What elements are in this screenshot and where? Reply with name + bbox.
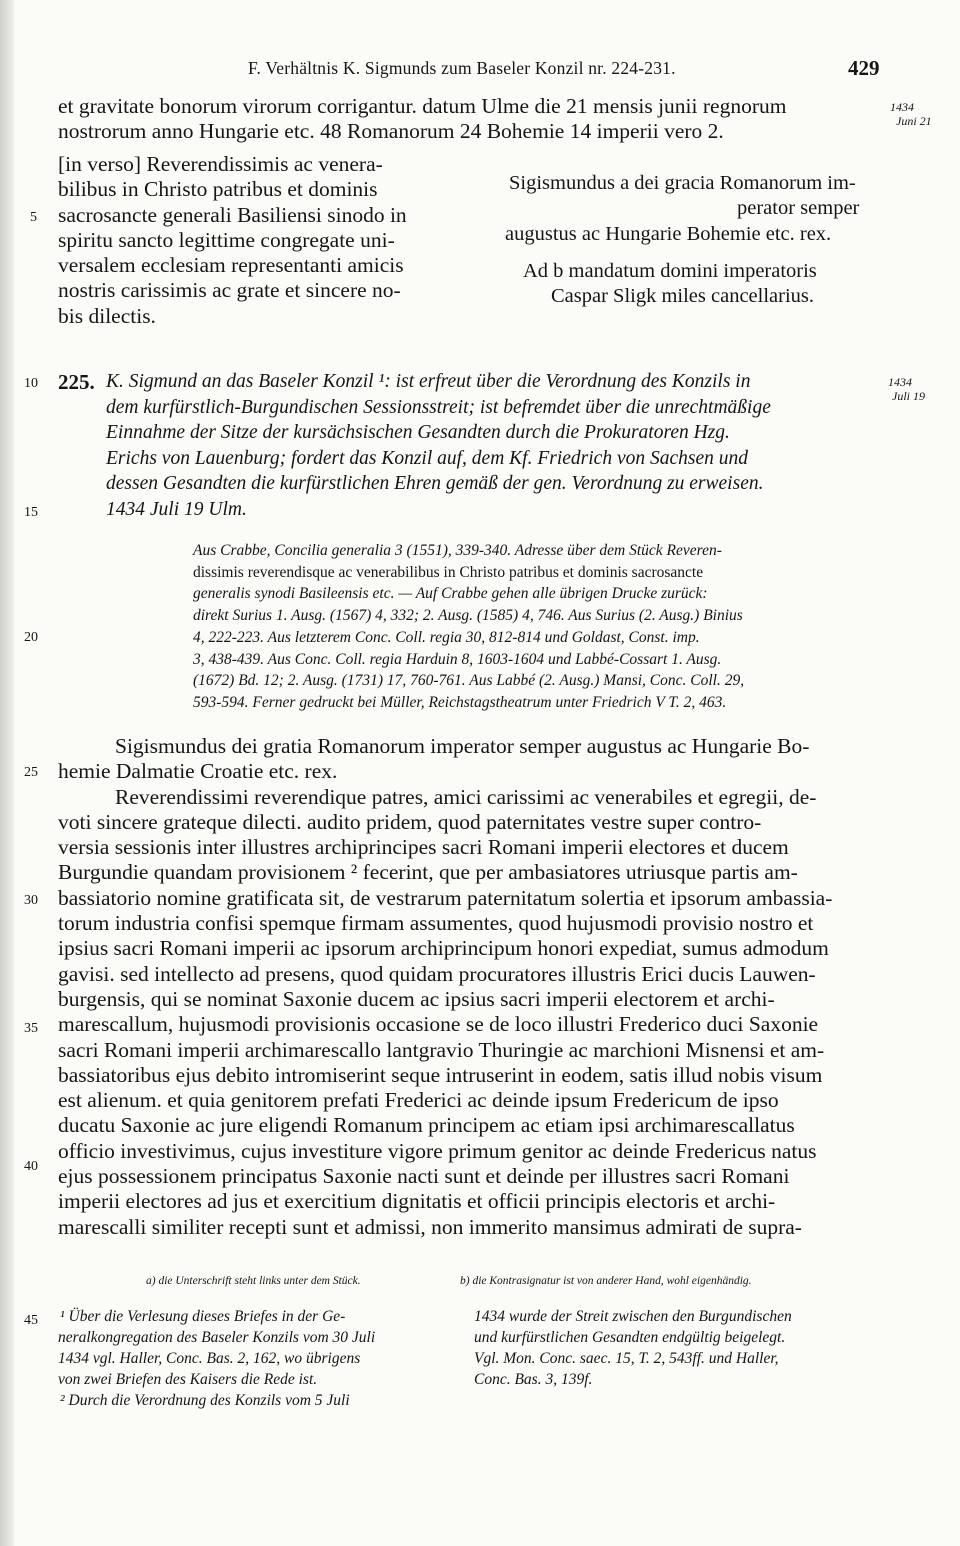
signature-line: Sigismundus a dei gracia Romanorum im- <box>509 172 856 194</box>
source-line: direkt Surius 1. Ausg. (1567) 4, 332; 2. Ausg. (1585) 4, 746. Aus Surius (2. Ausg.) Binius <box>193 607 743 625</box>
footnote-line: von zwei Briefen des Kaisers die Rede ist. <box>58 1371 318 1388</box>
text-line: versia sessionis inter illustres archiprincipes sacri Romani imperii electores et ducem <box>58 835 789 860</box>
line-number: 15 <box>24 505 38 520</box>
countersign-line: Caspar Sligk miles cancellarius. <box>551 285 815 308</box>
source-line: 3, 438-439. Aus Conc. Coll. regia Harduin 8, 1603-1604 und Labbé-Cossart 1. Ausg. <box>193 650 722 668</box>
countersign-line: Ad b mandatum domini imperatoris <box>523 259 817 282</box>
address-line: sacrosancte generali Basiliensi sinodo in <box>58 202 407 227</box>
text-line: hemie Dalmatie Croatie etc. rex. <box>58 759 338 784</box>
text-line: torum industria confisi spemque firmam assumentes, quod hujusmodi provisio nostro et <box>58 911 814 936</box>
text-line: voti sincere grateque dilecti. audito pridem, quod paternitates vestre super contro- <box>58 809 762 834</box>
margin-date-day: Juni 21 <box>896 114 932 128</box>
line-number: 35 <box>24 1021 38 1036</box>
source-line: (1672) Bd. 12; 2. Ausg. (1731) 17, 760-761. Aus Labbé (2. Ausg.) Mansi, Conc. Coll. 29, <box>193 672 745 690</box>
address-line: bis dilectis. <box>58 303 156 328</box>
source-line: dissimis reverendisque ac venerabilibus in Christo patribus et dominis sacrosancte <box>193 563 704 581</box>
line-number: 40 <box>24 1159 38 1174</box>
apparatus-note-a: a) die Unterschrift steht links unter dem Stück. <box>146 1275 361 1287</box>
apparatus-note-b: b) die Kontrasignatur ist von anderer Hand, wohl eigenhändig. <box>460 1275 752 1287</box>
margin-date-year: 1434 <box>888 375 912 389</box>
text-line: imperii electores ad jus et exercitium dignitatis et officii principis electoris et archi- <box>58 1189 776 1214</box>
text-line: marescalli similiter recepti sunt et admissi, non immerito mansimus admirati de supra- <box>58 1214 802 1239</box>
source-line: generalis synodi Basileensis etc. — Auf Crabbe gehen alle übrigen Drucke zurück: <box>193 585 708 603</box>
document-number: 225. <box>58 370 95 394</box>
regest-line: dessen Gesandten die kurfürstlichen Ehren gemäß der gen. Verordnung zu erweisen. <box>106 473 764 494</box>
closing-line: nostrorum anno Hungarie etc. 48 Romanorum 24 Bohemie 14 imperii vero 2. <box>58 119 724 143</box>
address-line: [in verso] Reverendissimis ac venera- <box>58 152 383 176</box>
running-head: F. Verhältnis K. Sigmunds zum Baseler Konzil nr. 224-231. <box>248 58 676 78</box>
text-line: marescallum, hujusmodi provisionis occasione se de loco illustri Frederico duci Saxonie <box>58 1012 819 1037</box>
margin-date-year: 1434 <box>890 100 914 114</box>
address-line: nostris carissimis ac grate et sincere no- <box>58 278 401 303</box>
signature-line: perator semper <box>737 197 860 220</box>
footnote-line: Vgl. Mon. Conc. saec. 15, T. 2, 543ff. und Haller, <box>474 1350 779 1367</box>
text-line: Burgundie quandam provisionem ² fecerint, que per ambasiatores utriusque partis am- <box>58 860 798 885</box>
text-line: bassiatorio nomine gratificata sit, de vestrarum paternitatum solertia et ipsorum ambassia- <box>58 885 833 910</box>
text-line: ducatu Saxonie ac jure eligendi Romanum principem ac etiam ipsi archimarescallatus <box>58 1113 795 1138</box>
text-line: burgensis, qui se nominat Saxonie ducem ac ipsius sacri imperii electorem et archi- <box>58 986 775 1011</box>
scan-edge <box>0 0 14 1546</box>
text-line: officio investivimus, cujus investiture vigore primum genitor ac deinde Fredericus natus <box>58 1138 817 1163</box>
text-line: bassiatoribus ejus debito intromiserint seque intruserint in eodem, satis illud nobis visum <box>58 1062 823 1087</box>
source-line: 593-594. Ferner gedruckt bei Müller, Reichstagstheatrum unter Friedrich V T. 2, 463. <box>193 693 727 711</box>
address-line: bilibus in Christo patribus et dominis <box>58 177 378 202</box>
footnotes-right <box>474 1306 792 1390</box>
text-line: Reverendissimi reverendique patres, amici carissimi ac venerabiles et egregii, de- <box>115 784 817 809</box>
line-number: 25 <box>24 765 38 780</box>
document-text <box>58 734 832 1240</box>
footnote-line: und kurfürstlichen Gesandten endgültig beigelegt. <box>474 1329 786 1346</box>
text-line: sacri Romani imperii archimarescallo lantgravio Thuringie ac marchioni Misnensi et am- <box>58 1037 825 1062</box>
footnote-line: Conc. Bas. 3, 139f. <box>474 1371 593 1388</box>
address-line: spiritu sancto legittime congregate uni- <box>58 227 395 252</box>
footnote-line: ² Durch die Verordnung des Konzils vom 5 Juli <box>60 1392 350 1409</box>
footnote-line: ¹ Über die Verlesung dieses Briefes in der Ge- <box>60 1308 346 1325</box>
address-line: versalem ecclesiam representanti amicis <box>58 253 404 278</box>
text-line: ipsius sacri Romani imperii ac ipsorum archiprincipum honori expediat, sumus admodum <box>58 936 829 961</box>
line-number: 45 <box>24 1313 38 1328</box>
text-line: Sigismundus dei gratia Romanorum imperator semper augustus ac Hungarie Bo- <box>115 734 810 758</box>
source-line: 4, 222-223. Aus letzterem Conc. Coll. regia 30, 812-814 und Goldast, Const. imp. <box>193 628 700 646</box>
margin-date <box>888 375 925 403</box>
line-number: 5 <box>30 210 37 225</box>
regest-line: Einnahme der Sitze der kursächsischen Gesandten durch die Prokuratoren Hzg. <box>106 422 730 443</box>
page-number: 429 <box>848 56 880 80</box>
closing-line: et gravitate bonorum virorum corrigantur. datum Ulme die 21 mensis junii regnorum <box>58 94 787 118</box>
line-number: 20 <box>24 630 38 645</box>
line-number: 10 <box>24 376 38 391</box>
margin-date-day: Juli 19 <box>892 389 925 403</box>
source-line: Aus Crabbe, Concilia generalia 3 (1551), 339-340. Adresse über dem Stück Reveren- <box>193 542 722 559</box>
regest-date: 1434 Juli 19 Ulm. <box>106 498 247 520</box>
regest <box>106 369 771 522</box>
signature-line: augustus ac Hungarie Bohemie etc. rex. <box>505 222 832 245</box>
margin-date <box>890 100 932 128</box>
signature-block <box>505 171 859 309</box>
regest-line: Erichs von Lauenburg; fordert das Konzil auf, dem Kf. Friedrich von Sachsen und <box>106 447 749 469</box>
footnotes-left <box>58 1306 375 1411</box>
source-notes <box>193 540 744 714</box>
regest-line: dem kurfürstlich-Burgundischen Sessionsstreit; ist befremdet über die unrechtmäßige <box>106 396 771 418</box>
address-block <box>58 152 407 329</box>
footnote-line: 1434 wurde der Streit zwischen den Burgundischen <box>474 1308 792 1325</box>
footnote-line: 1434 vgl. Haller, Conc. Bas. 2, 162, wo übrigens <box>58 1350 361 1367</box>
regest-line: K. Sigmund an das Baseler Konzil ¹: ist erfreut über die Verordnung des Konzils in <box>106 371 751 392</box>
text-line: gavisi. sed intellecto ad presens, quod quidam procuratores illustris Erici ducis Lauwen- <box>58 961 816 986</box>
footnote-line: neralkongregation des Baseler Konzils vom 30 Juli <box>58 1329 376 1346</box>
text-line: ejus possessionem principatus Saxonie nacti sunt et deinde per illustres sacri Romani <box>58 1164 790 1189</box>
line-number: 30 <box>24 893 38 908</box>
text-line: est alienum. et quia genitorem prefati Frederici ac deinde ipsum Fredericum de ipso <box>58 1088 779 1113</box>
